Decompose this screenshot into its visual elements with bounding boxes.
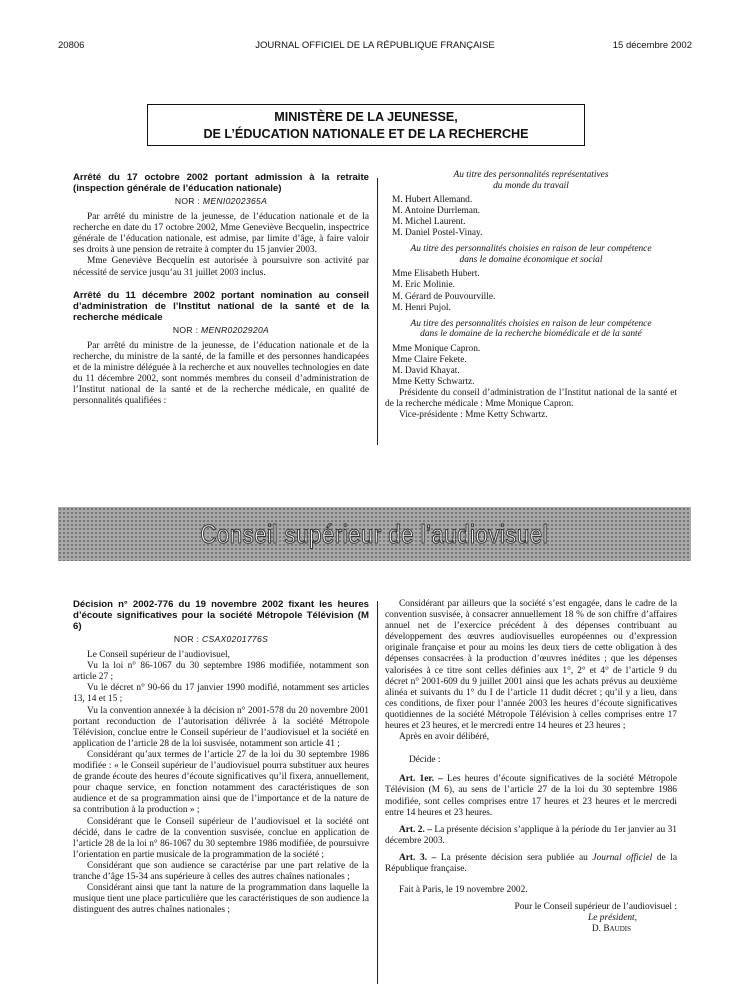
list-item: Mme Claire Fekete. <box>392 354 467 365</box>
article-1: Art. 1er. – Les heures d’écoute significatives de la société Métropole Télévision (M 6), au sens de l’article 27 de la loi du 30 septembre 1986 modifiée, sont celles comprises entre 17 heures et 23 heures et le mercredi entre 14 heures et 23 heures. <box>385 774 678 818</box>
list-item: M. Gérard de Pouvourville. <box>392 291 496 302</box>
arretes-right-column <box>385 170 677 421</box>
arrete-1-paragraph-1: Par arrêté du ministre de la jeunesse, de l’éducation nationale et de la recherche en date du 17 octobre 2002, Mme Geneviève Becquelin, inspectrice générale de l’éducation nationale, est admise, par limite d’âge, à faire valoir ses droits à une pension de retraite à compter du 15 janvier 2003. <box>73 212 369 256</box>
decision-right-column <box>385 599 677 935</box>
list-item: M. Hubert Allemand. <box>392 195 473 205</box>
decision-paragraph: Vu le décret n° 90-66 du 17 janvier 1990 modifié, notamment ses articles 13, 14 et 15 ; <box>73 683 369 705</box>
signature-place-date: Fait à Paris, le 19 novembre 2002. <box>399 885 528 896</box>
arrete-1-paragraph-2: Mme Geneviève Becquelin est autorisée à poursuivre son activité par nécessité de service jusqu’au 31 juillet 2003 inclus. <box>73 256 369 278</box>
signature-line-1: Pour le Conseil supérieur de l’audiovisuel : <box>514 902 677 913</box>
arrete-1-nor: NOR : MENI0202365A <box>174 196 268 206</box>
journal-title: JOURNAL OFFICIEL DE LA RÉPUBLIQUE FRANÇAISE <box>255 40 495 51</box>
ministry-line-1: MINISTÈRE DE LA JEUNESSE, <box>274 110 458 124</box>
issue-date: 15 décembre 2002 <box>612 40 692 51</box>
ministry-line-2: DE L’ÉDUCATION NATIONALE ET DE LA RECHERCHE <box>203 127 529 141</box>
arrete-2-paragraph-1: Par arrêté du ministre de la jeunesse, de l’éducation nationale et de la recherche, du ministre de la santé, de la famille et des personnes handicapées et de la ministre déléguée à la recherche et aux nouvelles technologies en date du 11 décembre 2002, sont nommés membres du conseil d’administration de l’Institut national de la santé et de la recherche médicale, en qualité de personnalités qualifiées : <box>73 340 369 407</box>
decision-left-column <box>73 599 369 916</box>
decision-paragraph: Vu la loi n° 86-1067 du 30 septembre 1986 modifiée, notamment son article 27 ; <box>73 661 369 683</box>
page-number: 20806 <box>58 40 85 51</box>
list-item: M. David Khayat. <box>392 365 460 376</box>
list-item: M. Henri Pujol. <box>392 302 451 313</box>
decision-title: Décision n° 2002-776 du 19 novembre 2002 fixant les heures d’écoute significatives pour la société Métropole Télévision (M 6) <box>73 599 369 632</box>
decision-deliberation: Après en avoir délibéré, <box>399 732 490 743</box>
vice-president-paragraph: Vice-présidente : Mme Ketty Schwartz. <box>399 410 548 421</box>
signature-name: D. Baudis <box>591 924 631 935</box>
ministry-box <box>147 104 585 146</box>
arrete-2-nor: NOR : MENR0202920A <box>172 324 270 335</box>
section-heading-1: Au titre des personnalités représentatives du monde du travail <box>453 170 609 191</box>
list-item: Mme Elisabeth Hubert. <box>392 269 480 280</box>
page-header <box>58 40 692 54</box>
decision-paragraph: Considérant qu’aux termes de l’article 27 de la loi du 30 septembre 1986 modifiée : « le Conseil supérieur de l’audiovisuel pourra substituer aux heures de grande écoute des heures d’écoute significatives qu’il fixera, annuellement, pour chaque service, en fonction notamment des caractéristiques de son audience et de sa programmation ainsi que de l’importance et de la nature de sa contribution à la production » ; <box>73 749 369 816</box>
section-heading-3: Au titre des personnalités choisies en raison de leur compétence dans le domaine de la recherche biomédicale et de la santé <box>410 318 652 340</box>
section-heading-2: Au titre des personnalités choisies en raison de leur compétence dans le domaine économique et social <box>410 244 652 265</box>
banner-title: Conseil supérieur de l’audiovisuel <box>200 518 549 549</box>
names-list-1 <box>385 195 677 239</box>
list-item: M. Daniel Postel-Vinay. <box>392 228 483 239</box>
arrete-2-title: Arrêté du 11 décembre 2002 portant nomination au conseil d’administration de l’Institut national de la santé et de la recherche médicale <box>73 289 369 323</box>
list-item: M. Eric Molinie. <box>392 280 456 291</box>
decision-paragraph: Considérant ainsi que tant la nature de la programmation dans laquelle la musique tient une place particulière que les caractéristiques de son audience la distinguent des autres chaînes nationales ; <box>73 883 369 916</box>
article-3: Art. 3. – La présente décision sera publiée au Journal officiel de la République française. <box>385 852 678 874</box>
decision-paragraph: Le Conseil supérieur de l’audiovisuel, <box>87 650 230 661</box>
decision-paragraph: Vu la convention annexée à la décision n° 2001-578 du 20 novembre 2001 portant reconduction de l’autorisation délivrée à la société Métropole Télévision, conclue entre le Conseil supérieur de l’audiovisuel et la société en application de l’article 28 de la loi susvisée, notamment son article 41 ; <box>73 705 369 749</box>
decision-paragraph: Considérant que son audience se caractérise par une part relative de la tranche d’âge 15-34 ans supérieure à celles des autres chaînes nationales ; <box>73 860 369 882</box>
arretes-left-column <box>73 172 369 407</box>
president-paragraph: Présidente du conseil d’administration de l’Institut national de la santé et de la recherche médicale : Mme Monique Capron. <box>385 388 677 410</box>
decide-label: Décide : <box>409 755 441 766</box>
list-item: M. Antoine Durrleman. <box>392 206 481 217</box>
article-2: Art. 2. – La présente décision s’applique à la période du 1er janvier au 31 décembre 2003. <box>385 824 677 846</box>
section-banner <box>58 507 691 561</box>
column-divider-bottom <box>377 601 378 984</box>
names-list-2 <box>385 269 677 313</box>
list-item: M. Michel Laurent. <box>392 217 466 228</box>
arrete-1-title: Arrêté du 17 octobre 2002 portant admission à la retraite (inspection générale de l’éducation nationale) <box>73 172 369 194</box>
decision-considerant: Considérant par ailleurs que la société s’est engagée, dans le cadre de la convention susvisée, à consacrer annuellement 18 % de son chiffre d’affaires annuel net de l’exercice précédent à des dépenses contribuant au développement des œuvres audiovisuelles européennes ou d’expression originale française et pour au moins les deux tiers de cette obligation à des dépenses consacrées à la production d’œuvres inédites ; que les dépenses valorisées à ce titre sont celles définies aux 1°, 2° et 4° de l’article 9 du décret n° 2001-609 du 9 juillet 2001 ainsi que les achats prévus au deuxième alinéa et suivants du 1° du I de l’article 11 dudit décret ; qu’il y a lieu, dans ces conditions, de fixer pour l’année 2003 les heures d’écoute significatives quotidiennes de la société Métropole Télévision à celles comprises entre 17 heures et 23 heures, et le mercredi entre 14 heures et 23 heures ; <box>385 599 677 732</box>
column-divider-top <box>377 178 378 445</box>
decision-paragraph: Considérant que le Conseil supérieur de l’audiovisuel et la société ont décidé, dans le cadre de la convention susvisée, conclue en application de l’article 28 de la loi n° 86-1067 du 30 septembre 1986 modifiée, de poursuivre l’orientation en partie musicale de la programmation de la société ; <box>73 816 369 860</box>
list-item: Mme Ketty Schwartz. <box>392 377 475 388</box>
list-item: Mme Monique Capron. <box>392 343 481 354</box>
names-list-3 <box>385 344 677 388</box>
signature-line-2: Le président, <box>588 913 637 924</box>
decision-nor: NOR : CSAX0201776S <box>173 634 269 644</box>
